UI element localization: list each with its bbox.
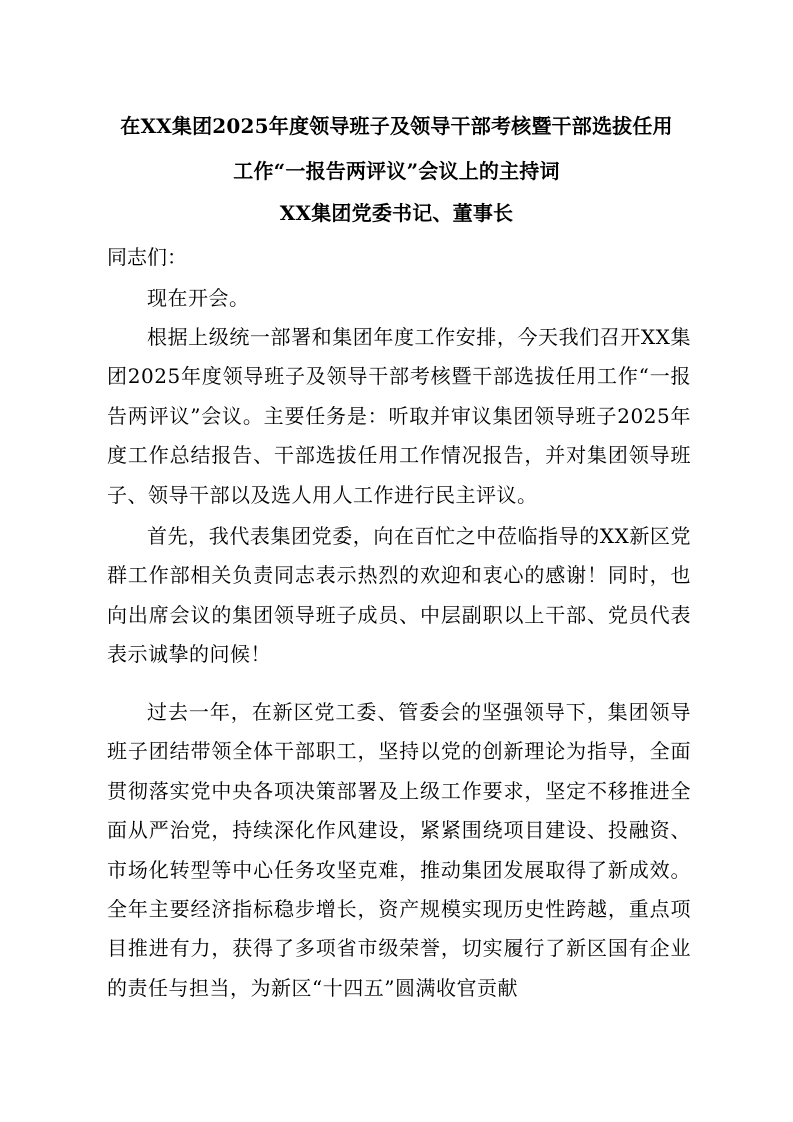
paragraph-opening: 现在开会。 [147,286,250,310]
document-author: XX集团党委书记、董事长 [279,201,514,225]
salutation: 同志们： [107,245,187,269]
paragraph-welcome: 首先，我代表集团党委，向在百忙之中莅临指导的XX新区党群工作部相关负责同志表示热烈的欢迎和衷心的感谢！同时，也向出席会议的集团领导班子成员、中层副职以上干部、党员代表表示诚挚的问候！ [107,524,691,667]
document-title-line-2: 工作“一报告两评议”会议上的主持词 [233,159,560,183]
document-title-line-1: 在XX集团2025年度领导班子及领导干部考核暨干部选拔任用 [120,114,673,138]
paragraph-meeting-purpose: 根据上级统一部署和集团年度工作安排，今天我们召开XX集团2025年度领导班子及领导干部考核暨干部选拔任用工作“一报告两评议”会议。主要任务是：听取并审议集团领导班子2025年度工作总结报告、干部选拔任用工作情况报告，并对集团领导班子、领导干部以及选人用人工作进行民主评议。 [107,325,691,507]
paragraph-review: 过去一年，在新区党工委、管委会的坚强领导下，集团领导班子团结带领全体干部职工，坚持以党的创新理论为指导，全面贯彻落实党中央各项决策部署及上级工作要求，坚定不移推进全面从严治党，持续深化作风建设，紧紧围绕项目建设、投融资、市场化转型等中心任务攻坚克难，推动集团发展取得了新成效。全年主要经济指标稳步增长，资产规模实现历史性跨越，重点项目推进有力，获得了多项省市级荣誉，切实履行了新区国有企业的责任与担当，为新区“十四五”圆满收官贡献 [107,700,691,1000]
